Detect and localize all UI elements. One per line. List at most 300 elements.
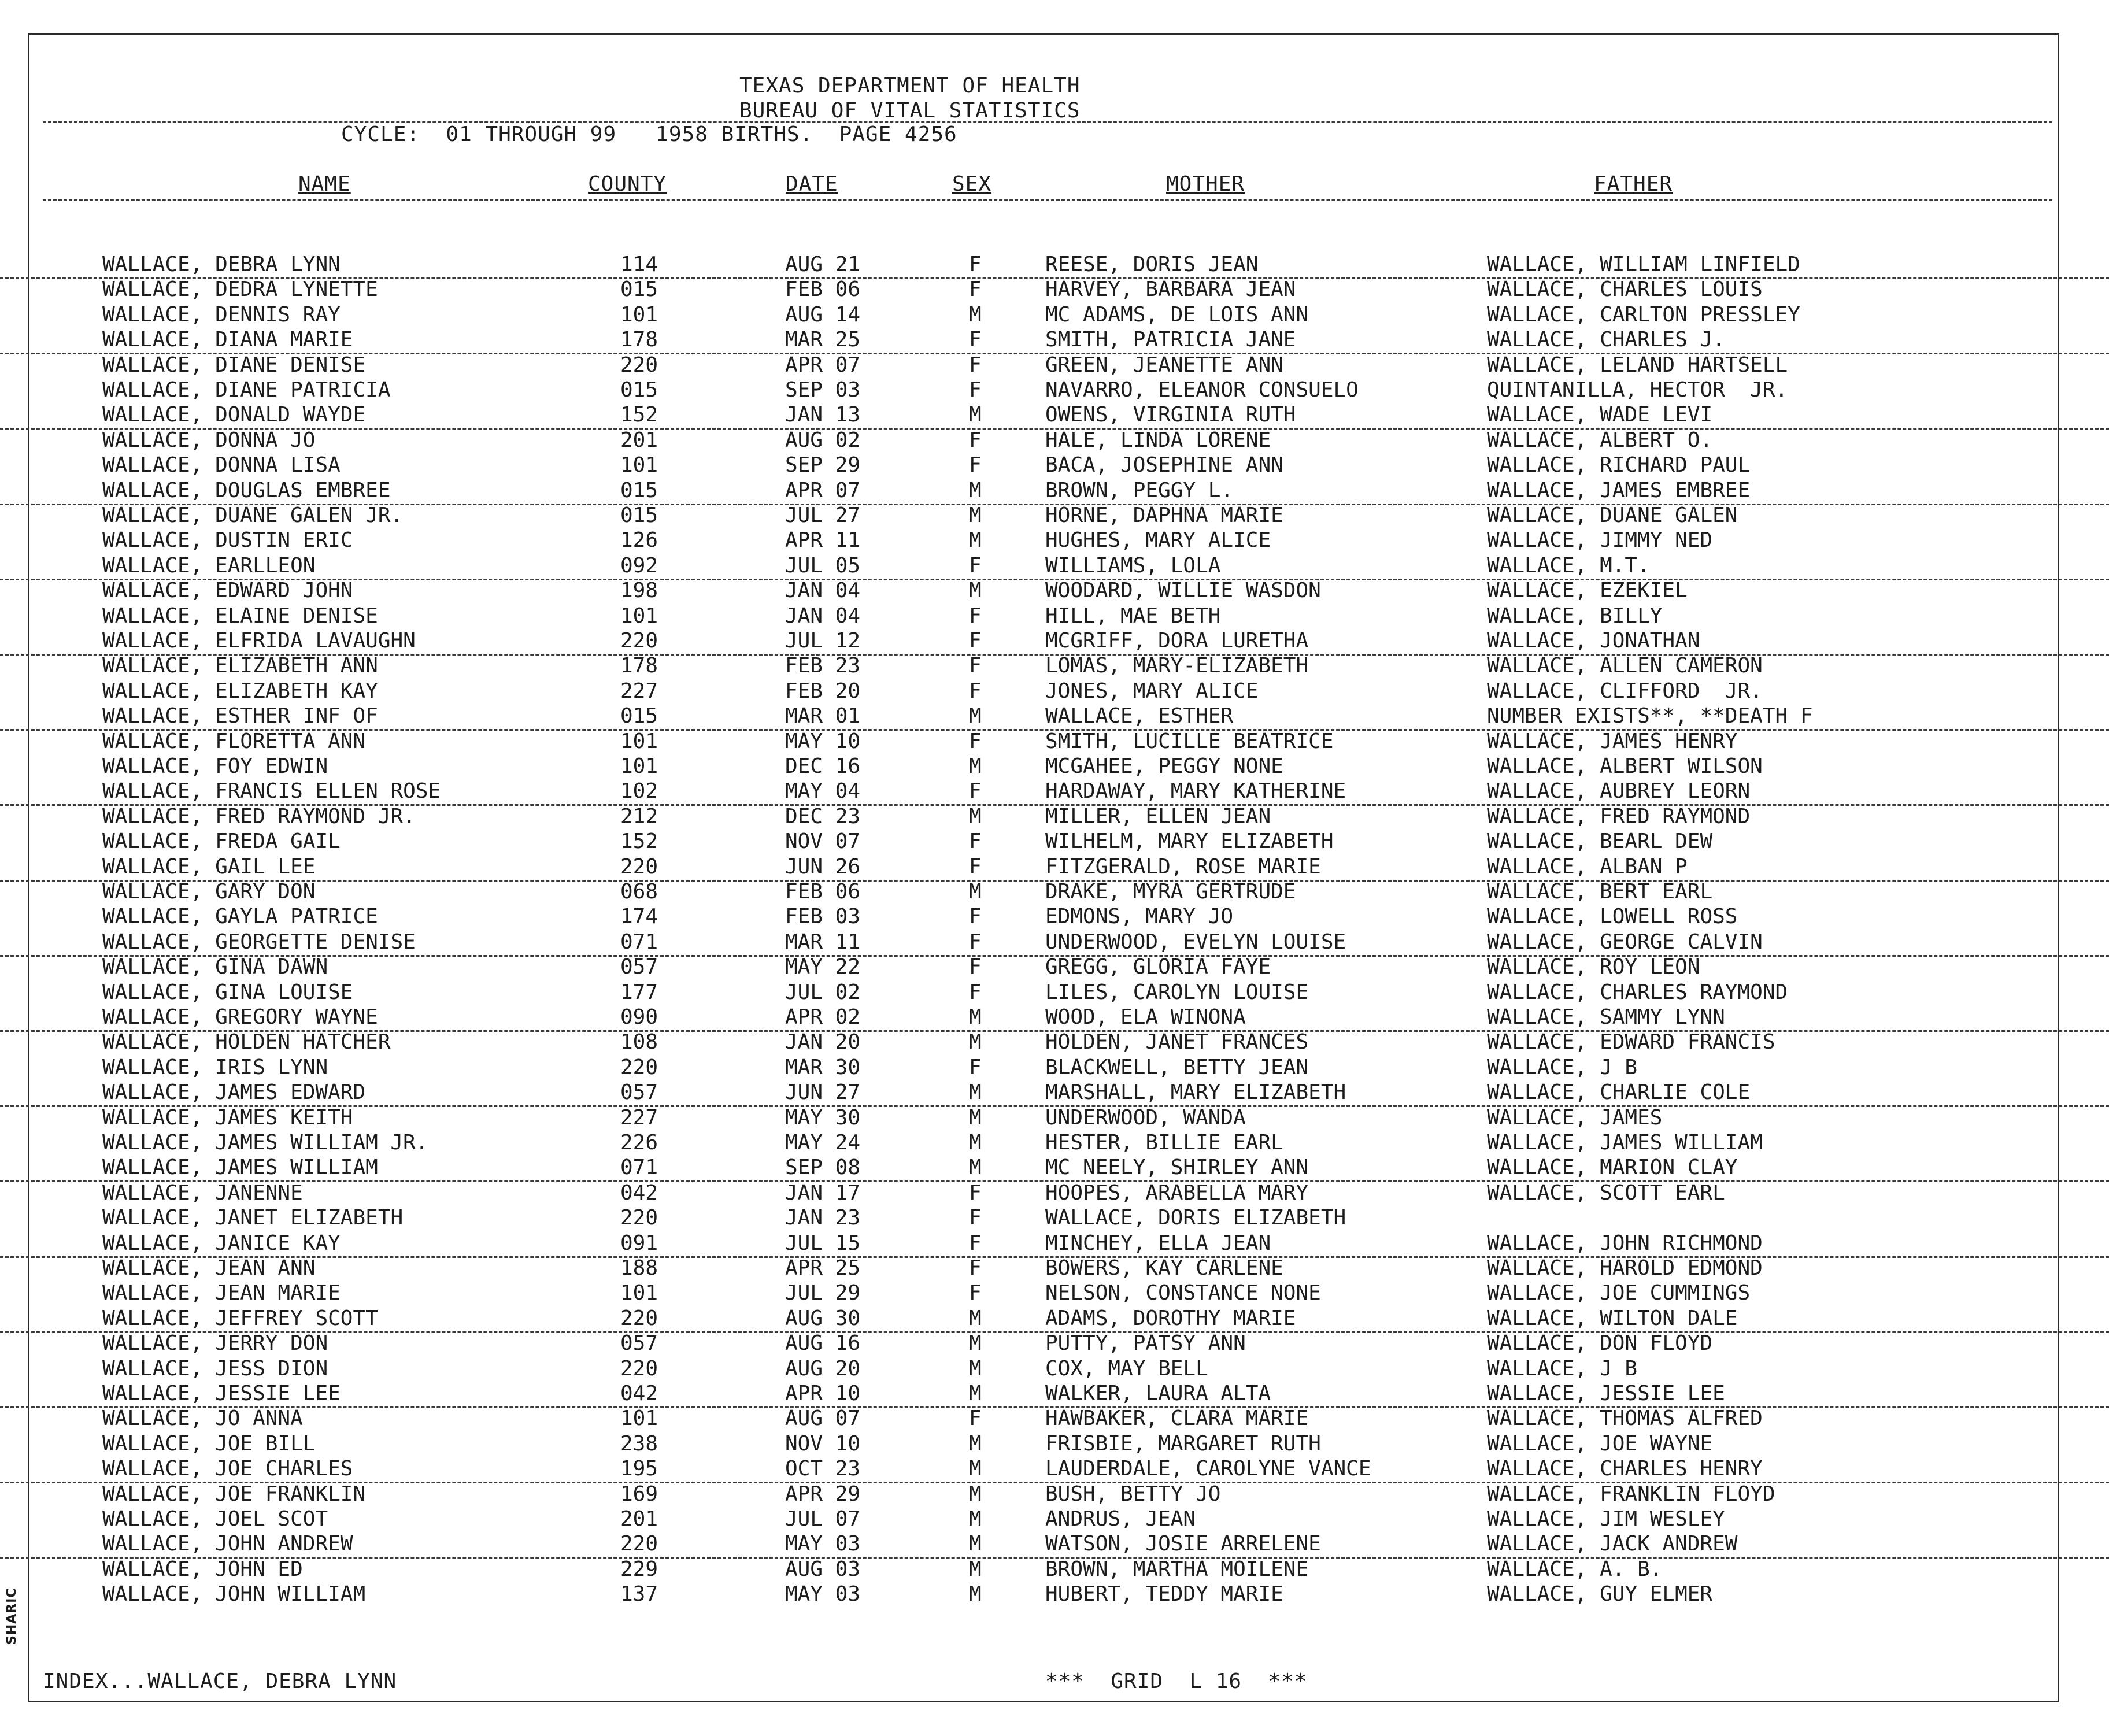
cell-county: 201 bbox=[620, 1507, 658, 1531]
cell-mother: ADAMS, DOROTHY MARIE bbox=[1045, 1306, 1296, 1330]
cell-father: WALLACE, THOMAS ALFRED bbox=[1487, 1406, 1763, 1431]
cell-father: WALLACE, SCOTT EARL bbox=[1487, 1180, 1725, 1205]
cell-date: NOV 10 bbox=[785, 1431, 861, 1456]
cell-sex: F bbox=[969, 328, 982, 352]
table-row bbox=[0, 1231, 2109, 1258]
cell-mother: LOMAS, MARY-ELIZABETH bbox=[1045, 654, 1309, 678]
cell-mother: HILL, MAE BETH bbox=[1045, 604, 1221, 628]
cell-county: 220 bbox=[620, 1055, 658, 1079]
cell-county: 152 bbox=[620, 830, 658, 854]
cell-county: 091 bbox=[620, 1231, 658, 1255]
cell-county: 229 bbox=[620, 1557, 658, 1581]
cell-father: WALLACE, CHARLIE COLE bbox=[1487, 1080, 1751, 1105]
cell-name: WALLACE, DEBRA LYNN bbox=[102, 253, 341, 276]
cell-name: WALLACE, JESSIE LEE bbox=[102, 1382, 341, 1405]
cell-name: WALLACE, JEAN MARIE bbox=[102, 1281, 341, 1305]
cell-father: WALLACE, WILTON DALE bbox=[1487, 1306, 1738, 1330]
cell-mother: COX, MAY BELL bbox=[1045, 1356, 1208, 1380]
cell-date: JUL 29 bbox=[785, 1281, 861, 1305]
cell-mother: MCGAHEE, PEGGY NONE bbox=[1045, 754, 1283, 778]
cell-county: 226 bbox=[620, 1131, 658, 1154]
cell-name: WALLACE, DONALD WAYDE bbox=[102, 403, 366, 427]
cell-sex: M bbox=[969, 880, 982, 904]
cell-sex: M bbox=[969, 1382, 982, 1405]
cell-sex: M bbox=[969, 1306, 982, 1330]
cell-father: WALLACE, RICHARD PAUL bbox=[1487, 453, 1751, 478]
cell-mother: OWENS, VIRGINIA RUTH bbox=[1045, 403, 1296, 427]
cell-date: SEP 08 bbox=[785, 1156, 861, 1180]
cell-date: MAY 24 bbox=[785, 1131, 861, 1154]
cell-mother: BACA, JOSEPHINE ANN bbox=[1045, 453, 1283, 478]
cell-father: WALLACE, DON FLOYD bbox=[1487, 1331, 1713, 1356]
cell-date: AUG 20 bbox=[785, 1356, 861, 1380]
cell-county: 227 bbox=[620, 1105, 658, 1130]
cell-father: WALLACE, JACK ANDREW bbox=[1487, 1532, 1738, 1556]
cell-date: MAY 03 bbox=[785, 1582, 861, 1607]
cell-name: WALLACE, JANET ELIZABETH bbox=[102, 1206, 404, 1230]
cell-sex: M bbox=[969, 1582, 982, 1607]
cell-date: FEB 06 bbox=[785, 880, 861, 904]
cell-name: WALLACE, GEORGETTE DENISE bbox=[102, 930, 416, 954]
cell-father: WALLACE, JAMES bbox=[1487, 1105, 1663, 1130]
cycle-line: CYCLE: 01 THROUGH 99 1958 BIRTHS. PAGE 4256 bbox=[341, 123, 957, 146]
cell-name: WALLACE, DONNA LISA bbox=[102, 453, 341, 478]
cell-date: APR 07 bbox=[785, 353, 861, 377]
cell-name: WALLACE, DEDRA LYNETTE bbox=[102, 277, 378, 302]
cell-sex: F bbox=[969, 779, 982, 804]
cell-name: WALLACE, DOUGLAS EMBREE bbox=[102, 478, 391, 502]
cell-county: 057 bbox=[620, 955, 658, 979]
cell-date: JUL 07 bbox=[785, 1507, 861, 1531]
cell-mother: HUGHES, MARY ALICE bbox=[1045, 528, 1271, 553]
cell-mother: SMITH, LUCILLE BEATRICE bbox=[1045, 729, 1334, 753]
cell-father: WALLACE, LELAND HARTSELL bbox=[1487, 353, 1788, 377]
cell-date: AUG 02 bbox=[785, 428, 861, 452]
table-row bbox=[0, 930, 2109, 957]
cell-sex: F bbox=[969, 629, 982, 653]
cell-mother: UNDERWOOD, WANDA bbox=[1045, 1105, 1246, 1130]
cell-father: WALLACE, ALBERT O. bbox=[1487, 428, 1713, 452]
cell-county: 178 bbox=[620, 654, 658, 678]
cell-county: 101 bbox=[620, 1406, 658, 1431]
cell-county: 220 bbox=[620, 1356, 658, 1380]
table-row bbox=[0, 528, 2109, 553]
cell-father: WALLACE, GEORGE CALVIN bbox=[1487, 930, 1763, 954]
cell-sex: F bbox=[969, 378, 982, 402]
cell-name: WALLACE, FRED RAYMOND JR. bbox=[102, 804, 416, 828]
table-row bbox=[0, 328, 2109, 354]
table-row bbox=[0, 1406, 2109, 1431]
cell-father: WALLACE, CHARLES HENRY bbox=[1487, 1457, 1763, 1481]
cell-father: WALLACE, SAMMY LYNN bbox=[1487, 1005, 1725, 1029]
cell-father: WALLACE, CHARLES J. bbox=[1487, 328, 1725, 352]
cell-name: WALLACE, HOLDEN HATCHER bbox=[102, 1030, 391, 1054]
cell-date: APR 10 bbox=[785, 1382, 861, 1405]
cell-date: FEB 23 bbox=[785, 654, 861, 678]
cell-father: WALLACE, BERT EARL bbox=[1487, 880, 1713, 904]
table-row bbox=[0, 1357, 2109, 1382]
cell-sex: F bbox=[969, 1231, 982, 1255]
cell-mother: WILHELM, MARY ELIZABETH bbox=[1045, 830, 1334, 854]
table-row bbox=[0, 1005, 2109, 1032]
cell-sex: F bbox=[969, 654, 982, 678]
column-header-sex: SEX bbox=[952, 172, 992, 196]
cell-father: WALLACE, J B bbox=[1487, 1055, 1638, 1079]
cell-name: WALLACE, GAIL LEE bbox=[102, 854, 316, 879]
table-row bbox=[0, 679, 2109, 704]
cell-father: WALLACE, EZEKIEL bbox=[1487, 579, 1688, 603]
cell-county: 152 bbox=[620, 403, 658, 427]
table-row bbox=[0, 428, 2109, 453]
table-row bbox=[0, 855, 2109, 882]
cell-name: WALLACE, JOHN ANDREW bbox=[102, 1532, 353, 1556]
cell-father: WALLACE, HAROLD EDMOND bbox=[1487, 1256, 1763, 1280]
cell-sex: F bbox=[969, 1180, 982, 1205]
sharic-watermark: SHARIC bbox=[5, 1587, 19, 1645]
cell-sex: F bbox=[969, 679, 982, 703]
table-row bbox=[0, 1457, 2109, 1483]
cell-county: 101 bbox=[620, 754, 658, 778]
cell-mother: WILLIAMS, LOLA bbox=[1045, 553, 1221, 578]
cell-county: 220 bbox=[620, 1532, 658, 1556]
cell-date: AUG 21 bbox=[785, 253, 861, 276]
cell-county: 198 bbox=[620, 579, 658, 603]
table-row bbox=[0, 704, 2109, 731]
cell-county: 015 bbox=[620, 704, 658, 728]
cell-county: 238 bbox=[620, 1431, 658, 1456]
cell-date: APR 07 bbox=[785, 478, 861, 502]
table-row bbox=[0, 1156, 2109, 1182]
table-row bbox=[0, 880, 2109, 905]
cell-father: WALLACE, JOE CUMMINGS bbox=[1487, 1281, 1751, 1305]
cell-county: 090 bbox=[620, 1005, 658, 1029]
cell-mother: LILES, CAROLYN LOUISE bbox=[1045, 980, 1309, 1004]
cell-father: NUMBER EXISTS**, **DEATH F bbox=[1487, 704, 1813, 728]
grid-footer: *** GRID L 16 *** bbox=[1045, 1670, 1308, 1693]
cell-sex: F bbox=[969, 1055, 982, 1079]
cell-county: 126 bbox=[620, 528, 658, 553]
cell-date: DEC 16 bbox=[785, 754, 861, 778]
cell-sex: M bbox=[969, 1080, 982, 1105]
cell-date: MAY 03 bbox=[785, 1532, 861, 1556]
cell-mother: MARSHALL, MARY ELIZABETH bbox=[1045, 1080, 1346, 1105]
cell-date: JAN 17 bbox=[785, 1180, 861, 1205]
cell-sex: F bbox=[969, 854, 982, 879]
cell-name: WALLACE, JANICE KAY bbox=[102, 1231, 341, 1255]
cell-name: WALLACE, JOEL SCOT bbox=[102, 1507, 328, 1531]
table-row bbox=[0, 1432, 2109, 1457]
cell-date: MAY 10 bbox=[785, 729, 861, 753]
cell-date: JAN 04 bbox=[785, 604, 861, 628]
agency-title: TEXAS DEPARTMENT OF HEALTH bbox=[739, 74, 1081, 98]
table-row bbox=[0, 579, 2109, 604]
cell-name: WALLACE, EDWARD JOHN bbox=[102, 579, 353, 603]
cell-father: WALLACE, JAMES EMBREE bbox=[1487, 478, 1751, 502]
cell-sex: F bbox=[969, 905, 982, 929]
cell-mother: BOWERS, KAY CARLENE bbox=[1045, 1256, 1283, 1280]
cell-date: AUG 30 bbox=[785, 1306, 861, 1330]
cell-name: WALLACE, JOE CHARLES bbox=[102, 1457, 353, 1481]
table-row bbox=[0, 1131, 2109, 1156]
cell-father: WALLACE, CLIFFORD JR. bbox=[1487, 679, 1763, 703]
cell-mother: MCGRIFF, DORA LURETHA bbox=[1045, 629, 1309, 653]
cell-sex: F bbox=[969, 729, 982, 753]
cell-mother: MC ADAMS, DE LOIS ANN bbox=[1045, 302, 1309, 327]
cell-mother: SMITH, PATRICIA JANE bbox=[1045, 328, 1296, 352]
cell-county: 042 bbox=[620, 1382, 658, 1405]
cell-sex: M bbox=[969, 1482, 982, 1506]
cell-name: WALLACE, JO ANNA bbox=[102, 1406, 303, 1431]
cell-father: WALLACE, JAMES WILLIAM bbox=[1487, 1131, 1763, 1154]
cell-county: 220 bbox=[620, 353, 658, 377]
table-row bbox=[0, 830, 2109, 854]
cell-date: JUN 27 bbox=[785, 1080, 861, 1105]
table-row bbox=[0, 1331, 2109, 1356]
cell-sex: M bbox=[969, 1105, 982, 1130]
cell-county: 015 bbox=[620, 378, 658, 402]
cell-mother: WALKER, LAURA ALTA bbox=[1045, 1382, 1271, 1405]
cell-date: MAY 04 bbox=[785, 779, 861, 804]
cell-sex: F bbox=[969, 1281, 982, 1305]
index-footer: INDEX...WALLACE, DEBRA LYNN bbox=[43, 1670, 397, 1693]
cell-county: 177 bbox=[620, 980, 658, 1004]
cell-mother: REESE, DORIS JEAN bbox=[1045, 253, 1259, 276]
cell-sex: F bbox=[969, 453, 982, 478]
cell-county: 015 bbox=[620, 478, 658, 502]
cell-date: JUN 26 bbox=[785, 854, 861, 879]
cell-mother: HAWBAKER, CLARA MARIE bbox=[1045, 1406, 1309, 1431]
cell-name: WALLACE, ELAINE DENISE bbox=[102, 604, 378, 628]
cell-sex: F bbox=[969, 604, 982, 628]
cell-name: WALLACE, JAMES WILLIAM bbox=[102, 1156, 378, 1180]
cell-father: WALLACE, MARION CLAY bbox=[1487, 1156, 1738, 1180]
cell-county: 220 bbox=[620, 1206, 658, 1230]
cell-name: WALLACE, FRANCIS ELLEN ROSE bbox=[102, 779, 441, 804]
cell-mother: HORNE, DAPHNA MARIE bbox=[1045, 504, 1283, 527]
table-row bbox=[0, 253, 2109, 279]
cell-county: 174 bbox=[620, 905, 658, 929]
cell-father: WALLACE, ALBAN P bbox=[1487, 854, 1688, 879]
table-row bbox=[0, 604, 2109, 629]
cell-sex: M bbox=[969, 528, 982, 553]
cell-sex: F bbox=[969, 1406, 982, 1431]
cell-date: AUG 16 bbox=[785, 1331, 861, 1356]
cell-father: WALLACE, WADE LEVI bbox=[1487, 403, 1713, 427]
cell-name: WALLACE, GAYLA PATRICE bbox=[102, 905, 378, 929]
cell-name: WALLACE, FREDA GAIL bbox=[102, 830, 341, 854]
cell-county: 169 bbox=[620, 1482, 658, 1506]
cell-name: WALLACE, JAMES KEITH bbox=[102, 1105, 353, 1130]
cell-date: SEP 03 bbox=[785, 378, 861, 402]
cell-sex: F bbox=[969, 980, 982, 1004]
cell-county: 137 bbox=[620, 1582, 658, 1607]
cell-sex: F bbox=[969, 353, 982, 377]
cell-date: MAR 01 bbox=[785, 704, 861, 728]
cell-father: WALLACE, BILLY bbox=[1487, 604, 1663, 628]
cell-county: 212 bbox=[620, 804, 658, 828]
table-row bbox=[0, 629, 2109, 656]
cell-father: WALLACE, ROY LEON bbox=[1487, 955, 1700, 979]
cell-name: WALLACE, DUANE GALEN JR. bbox=[102, 504, 404, 527]
cell-date: SEP 29 bbox=[785, 453, 861, 478]
cell-sex: F bbox=[969, 830, 982, 854]
cell-father: WALLACE, JOE WAYNE bbox=[1487, 1431, 1713, 1456]
cell-county: 108 bbox=[620, 1030, 658, 1054]
cell-county: 101 bbox=[620, 1281, 658, 1305]
table-row bbox=[0, 1030, 2109, 1055]
cell-sex: M bbox=[969, 1356, 982, 1380]
cell-county: 101 bbox=[620, 729, 658, 753]
cell-father: WALLACE, JAMES HENRY bbox=[1487, 729, 1738, 753]
cell-sex: F bbox=[969, 955, 982, 979]
cell-mother: MILLER, ELLEN JEAN bbox=[1045, 804, 1271, 828]
cell-date: FEB 06 bbox=[785, 277, 861, 302]
cell-sex: M bbox=[969, 1431, 982, 1456]
table-row bbox=[0, 403, 2109, 430]
cell-mother: HOOPES, ARABELLA MARY bbox=[1045, 1180, 1309, 1205]
cell-name: WALLACE, JAMES EDWARD bbox=[102, 1080, 366, 1105]
cell-mother: WOOD, ELA WINONA bbox=[1045, 1005, 1246, 1029]
cell-father: WALLACE, LOWELL ROSS bbox=[1487, 905, 1738, 929]
cell-date: OCT 23 bbox=[785, 1457, 861, 1481]
cell-date: AUG 03 bbox=[785, 1557, 861, 1581]
cell-mother: GREGG, GLORIA FAYE bbox=[1045, 955, 1271, 979]
column-header-name: NAME bbox=[298, 172, 351, 196]
table-row bbox=[0, 479, 2109, 505]
cell-father: WALLACE, FRANKLIN FLOYD bbox=[1487, 1482, 1775, 1506]
cell-sex: F bbox=[969, 428, 982, 452]
cell-mother: HALE, LINDA LORENE bbox=[1045, 428, 1271, 452]
cell-mother: WOODARD, WILLIE WASDON bbox=[1045, 579, 1321, 603]
cell-date: APR 02 bbox=[785, 1005, 861, 1029]
cell-mother: BUSH, BETTY JO bbox=[1045, 1482, 1221, 1506]
cell-date: APR 29 bbox=[785, 1482, 861, 1506]
cell-father: WALLACE, ALLEN CAMERON bbox=[1487, 654, 1763, 678]
cell-date: MAR 30 bbox=[785, 1055, 861, 1079]
cell-county: 102 bbox=[620, 779, 658, 804]
cell-father: WALLACE, CHARLES LOUIS bbox=[1487, 277, 1763, 302]
cell-father: WALLACE, ALBERT WILSON bbox=[1487, 754, 1763, 778]
cell-name: WALLACE, JERRY DON bbox=[102, 1331, 328, 1356]
cell-date: DEC 23 bbox=[785, 804, 861, 828]
cell-name: WALLACE, GARY DON bbox=[102, 880, 316, 904]
cell-father: WALLACE, JIMMY NED bbox=[1487, 528, 1713, 553]
table-row bbox=[0, 1281, 2109, 1306]
cell-date: FEB 20 bbox=[785, 679, 861, 703]
cell-date: JAN 23 bbox=[785, 1206, 861, 1230]
cell-county: 220 bbox=[620, 1306, 658, 1330]
table-row bbox=[0, 303, 2109, 328]
cell-sex: M bbox=[969, 1131, 982, 1154]
cell-sex: F bbox=[969, 277, 982, 302]
cell-name: WALLACE, ELIZABETH KAY bbox=[102, 679, 378, 703]
column-header-county: COUNTY bbox=[588, 172, 667, 196]
cell-mother: GREEN, JEANETTE ANN bbox=[1045, 353, 1283, 377]
cell-mother: DRAKE, MYRA GERTRUDE bbox=[1045, 880, 1296, 904]
cell-name: WALLACE, JAMES WILLIAM JR. bbox=[102, 1131, 428, 1154]
cell-mother: PUTTY, PATSY ANN bbox=[1045, 1331, 1246, 1356]
cell-sex: M bbox=[969, 579, 982, 603]
cell-county: 057 bbox=[620, 1080, 658, 1105]
cell-mother: HUBERT, TEDDY MARIE bbox=[1045, 1582, 1283, 1607]
cell-sex: M bbox=[969, 1156, 982, 1180]
cell-sex: M bbox=[969, 1331, 982, 1356]
cell-sex: F bbox=[969, 930, 982, 954]
table-row bbox=[0, 1532, 2109, 1559]
cell-date: JAN 04 bbox=[785, 579, 861, 603]
cell-sex: M bbox=[969, 1557, 982, 1581]
table-row bbox=[0, 1382, 2109, 1408]
cell-sex: M bbox=[969, 478, 982, 502]
table-row bbox=[0, 1582, 2109, 1607]
cell-county: 068 bbox=[620, 880, 658, 904]
cell-mother: WALLACE, ESTHER bbox=[1045, 704, 1234, 728]
cell-mother: EDMONS, MARY JO bbox=[1045, 905, 1234, 929]
cell-name: WALLACE, DENNIS RAY bbox=[102, 302, 341, 327]
cell-county: 042 bbox=[620, 1180, 658, 1205]
cell-county: 015 bbox=[620, 504, 658, 527]
cell-sex: F bbox=[969, 553, 982, 578]
cell-father: WALLACE, J B bbox=[1487, 1356, 1638, 1380]
cell-sex: M bbox=[969, 1457, 982, 1481]
cell-name: WALLACE, DIANA MARIE bbox=[102, 328, 353, 352]
cell-name: WALLACE, DIANE PATRICIA bbox=[102, 378, 391, 402]
cell-mother: ANDRUS, JEAN bbox=[1045, 1507, 1196, 1531]
table-row bbox=[0, 730, 2109, 754]
cell-mother: WALLACE, DORIS ELIZABETH bbox=[1045, 1206, 1346, 1230]
cell-name: WALLACE, DUSTIN ERIC bbox=[102, 528, 353, 553]
table-row bbox=[0, 277, 2109, 302]
table-row bbox=[0, 779, 2109, 806]
table-row bbox=[0, 378, 2109, 403]
cell-name: WALLACE, JOHN WILLIAM bbox=[102, 1582, 366, 1607]
table-row bbox=[0, 1557, 2109, 1582]
cell-county: 114 bbox=[620, 253, 658, 276]
cell-name: WALLACE, ELIZABETH ANN bbox=[102, 654, 378, 678]
cell-sex: M bbox=[969, 1507, 982, 1531]
cell-father: WALLACE, WILLIAM LINFIELD bbox=[1487, 253, 1800, 276]
cell-date: JAN 20 bbox=[785, 1030, 861, 1054]
cell-father: WALLACE, AUBREY LEORN bbox=[1487, 779, 1751, 804]
cell-mother: FITZGERALD, ROSE MARIE bbox=[1045, 854, 1321, 879]
table-row bbox=[0, 754, 2109, 779]
bureau-title: BUREAU OF VITAL STATISTICS bbox=[739, 99, 1081, 123]
cell-mother: HARVEY, BARBARA JEAN bbox=[1045, 277, 1296, 302]
cell-mother: MINCHEY, ELLA JEAN bbox=[1045, 1231, 1271, 1255]
cell-sex: F bbox=[969, 253, 982, 276]
cell-date: APR 25 bbox=[785, 1256, 861, 1280]
cell-mother: UNDERWOOD, EVELYN LOUISE bbox=[1045, 930, 1346, 954]
cell-father: WALLACE, BEARL DEW bbox=[1487, 830, 1713, 854]
cell-father: WALLACE, JIM WESLEY bbox=[1487, 1507, 1725, 1531]
table-row bbox=[0, 453, 2109, 478]
table-row bbox=[0, 955, 2109, 980]
cell-father: WALLACE, EDWARD FRANCIS bbox=[1487, 1030, 1775, 1054]
cell-date: JUL 05 bbox=[785, 553, 861, 578]
cell-father: WALLACE, JOHN RICHMOND bbox=[1487, 1231, 1763, 1255]
cell-name: WALLACE, JOHN ED bbox=[102, 1557, 303, 1581]
cell-father: WALLACE, DUANE GALEN bbox=[1487, 504, 1738, 527]
cell-name: WALLACE, JESS DION bbox=[102, 1356, 328, 1380]
cell-county: 220 bbox=[620, 854, 658, 879]
table-row bbox=[0, 554, 2109, 580]
cell-county: 057 bbox=[620, 1331, 658, 1356]
cell-sex: M bbox=[969, 804, 982, 828]
column-header-date: DATE bbox=[786, 172, 838, 196]
column-header-mother: MOTHER bbox=[1166, 172, 1245, 196]
cell-mother: JONES, MARY ALICE bbox=[1045, 679, 1259, 703]
table-row bbox=[0, 1256, 2109, 1281]
